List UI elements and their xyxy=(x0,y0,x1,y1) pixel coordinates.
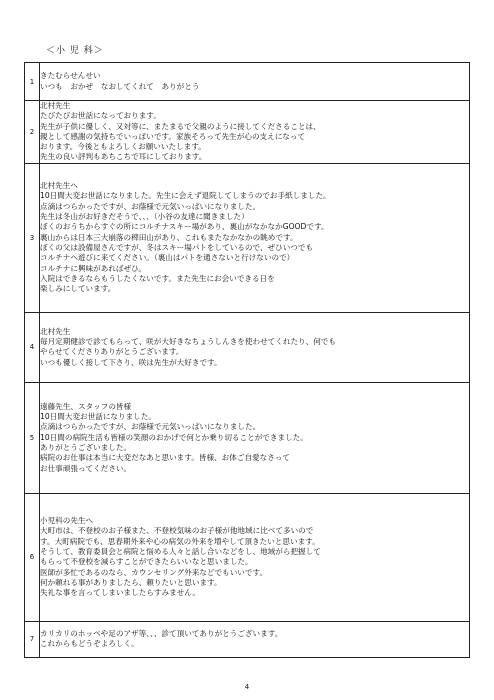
message-line: たびたびお世話になっております。 xyxy=(40,111,161,121)
message-row xyxy=(25,63,470,101)
message-line: 何か頼れる事がありましたら、頼りたいと思います。 xyxy=(40,577,222,587)
section-title: ＜小 児 科＞ xyxy=(46,46,104,56)
message-line: 毎月定期健診で診てもらって、咲が大好きなちょうしんきを使わせてくれたり、何でも xyxy=(40,336,336,346)
message-line: 裏山からは日本三大崩落の稗田山があり、これもまたなかなかの眺めです。 xyxy=(40,232,298,242)
messages-table xyxy=(24,62,470,658)
message-line: 点滴はつらかったですが、お蔭様で元気いっぱいになりました。 xyxy=(40,422,261,432)
message-line: 先生が子供に優しく、又対等に、またまるで父親のように接してくださることは、 xyxy=(40,121,321,131)
message-line: これからもどうぞよろしく。 xyxy=(40,639,139,649)
message-line: お仕事頑張ってください。 xyxy=(40,463,132,473)
message-body xyxy=(40,101,470,164)
row-number: 4 xyxy=(25,312,40,382)
message-line: 小児科の先生へ xyxy=(40,516,94,526)
message-line: いつも おかぜ なおしてくれて ありがとう xyxy=(40,81,200,91)
row-number: 2 xyxy=(25,101,40,164)
message-line: そうして、教育委員会と病院と悩める人々と話し合いなどをし、地域がら把握して xyxy=(40,546,321,556)
message-line: コルチナに興味があればぜひ。 xyxy=(40,263,147,273)
message-line: 北村先生 xyxy=(40,101,71,110)
message-line: もらって不登校を減らすことができたらいいなと思いました。 xyxy=(40,557,253,567)
message-row xyxy=(25,101,470,164)
message-body xyxy=(40,163,470,312)
message-line: きたむらせんせい xyxy=(40,71,101,81)
message-row xyxy=(25,382,470,493)
message-line: ぼくのおうちからすぐの所にコルチナスキー場があり、裏山がなかなかGOODです。 xyxy=(40,222,329,232)
message-row xyxy=(25,163,470,312)
message-line: 大町市は、不登校のお子様また、不登校気味のお子様が他地域に比べて多いので xyxy=(40,526,314,536)
message-body xyxy=(40,382,470,493)
message-line: やらせてくださりありがとうございます。 xyxy=(40,347,184,357)
message-line: おります。今後ともよろしくお願いいたします。 xyxy=(40,142,206,152)
message-line: コルチナへ遊びに来てください。（裏山はパトを通さないと行けないので） xyxy=(40,253,295,263)
message-line: 楽しみにしています。 xyxy=(40,284,116,294)
message-line: カリカリのホッペや足のアザ等、、、診て頂いてありがとうございます。 xyxy=(40,628,283,638)
message-body xyxy=(40,312,470,382)
message-line: 入院はできるならもうしたくないです。また先生にお会いできる日を xyxy=(40,273,275,283)
message-body xyxy=(40,493,470,621)
message-line: いつも優しく接して下さり、咲は先生が大好きです。 xyxy=(40,357,222,367)
message-body xyxy=(40,63,470,101)
message-line: 先生の良い評判もあちこちで耳にしております。 xyxy=(40,152,207,162)
message-line: 点滴はつらかったですが、お蔭様で元気いっぱいになりました。 xyxy=(40,201,261,211)
message-line: 10日間の病院生活も皆様の笑顔のおかげで何とか乗り切ることができました。 xyxy=(40,432,308,442)
row-number: 3 xyxy=(25,163,40,312)
message-line: 北村先生へ xyxy=(40,181,78,191)
message-body xyxy=(40,621,470,657)
row-number: 1 xyxy=(25,63,40,101)
message-line: 先生は冬山がお好きだそうで、、、（小谷の友達に聞きました） xyxy=(40,212,249,222)
message-line: 医師が多忙であるのなら、カウンセリング外来などでもいいです。 xyxy=(40,567,268,577)
row-number: 6 xyxy=(25,493,40,621)
row-number: 5 xyxy=(25,382,40,493)
message-line: 失礼な事を言ってしまいましたらすみません。 xyxy=(40,588,200,598)
page-number: 4 xyxy=(244,683,250,691)
message-line: ありがとうございました。 xyxy=(40,442,132,452)
message-row xyxy=(25,621,470,657)
message-line: 親として感謝の気持ちでいっぱいです。家族そろって先生が心の支えになって xyxy=(40,131,306,141)
message-line: 北村先生 xyxy=(40,326,71,336)
message-line: ぼくの父は設備屋さんですが、冬はスキー場パトをしているので、ぜひいつでも xyxy=(40,242,314,252)
message-row xyxy=(25,493,470,621)
message-line: 10日間大変お世話になりました。 xyxy=(40,412,156,422)
message-line: 病院のお仕事は本当に大変だなあと思います。皆様、お体ご自愛なさって xyxy=(40,453,290,463)
message-line: 10日間大変お世話になりました。先生に会えず退院してしまうのでお手紙しました。 xyxy=(40,191,331,201)
message-line: す。大町病院でも、思春期外来や心の病気の外来を増やして頂きたいと思います。 xyxy=(40,536,320,546)
row-number: 7 xyxy=(25,621,40,657)
message-row xyxy=(25,312,470,382)
message-line: 遠藤先生、スタッフの皆様 xyxy=(40,401,132,411)
